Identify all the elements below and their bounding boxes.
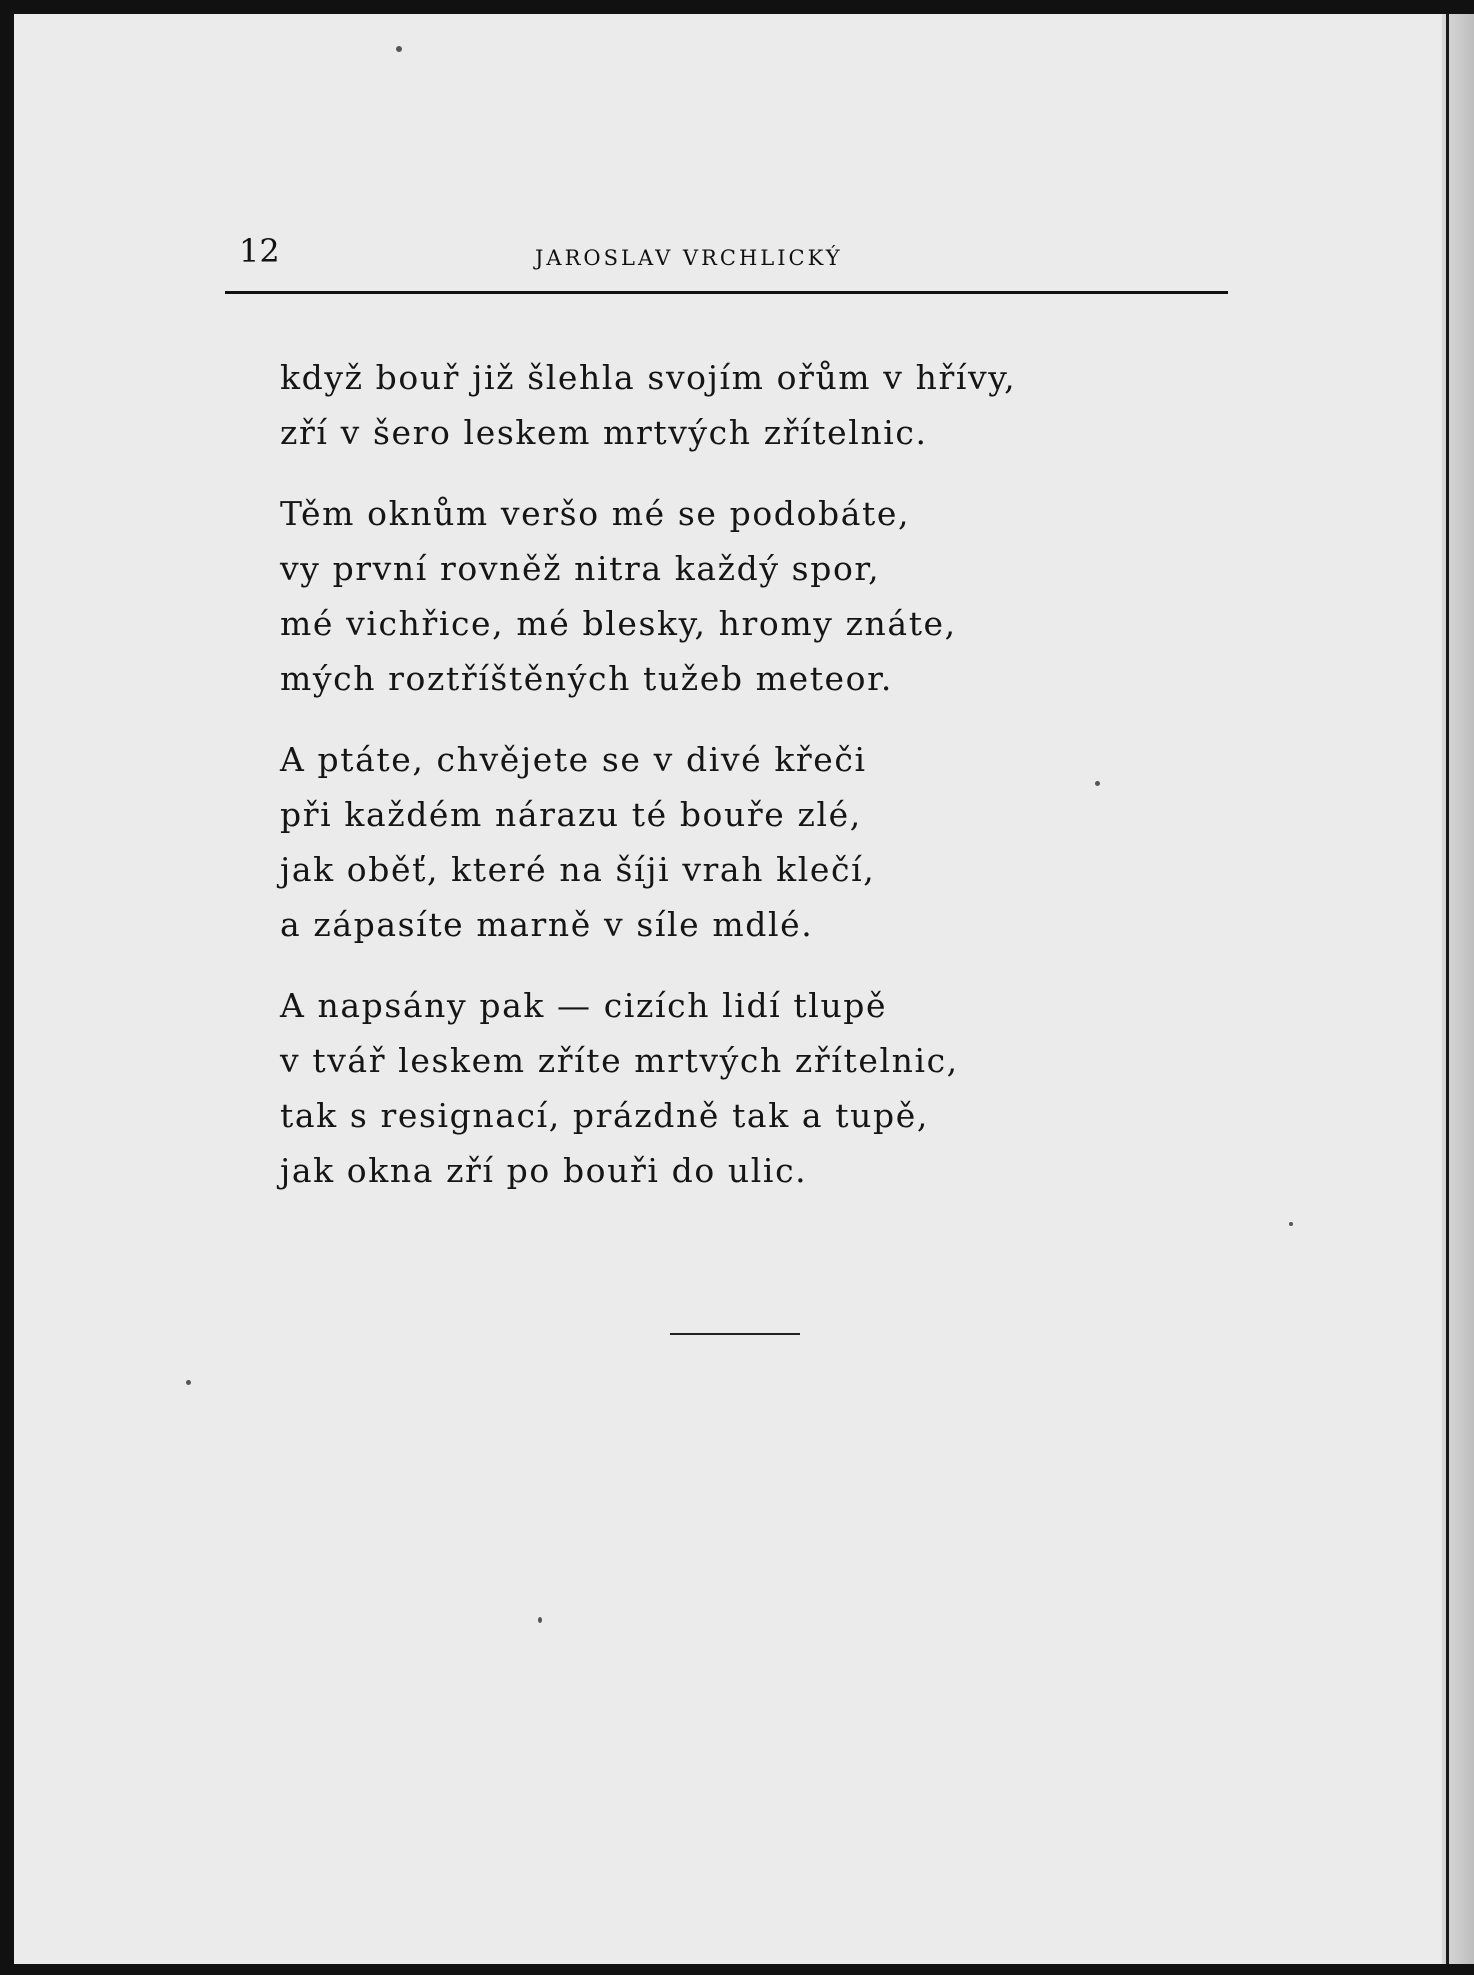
stanza: [280, 978, 1180, 1198]
poem-line: zří v šero leskem mrtvých zřítelnic.: [280, 413, 928, 452]
page-header: [225, 232, 1228, 282]
poem-line: v tvář leskem zříte mrtvých zřítelnic,: [280, 1041, 959, 1080]
running-head: JAROSLAV VRCHLICKÝ: [535, 246, 843, 270]
scan-speck: [1289, 1222, 1293, 1226]
poem-line: mých roztříštěných tužeb meteor.: [280, 659, 893, 698]
stanza: [280, 350, 1180, 460]
poem-line: mé vichřice, mé blesky, hromy znáte,: [280, 604, 957, 643]
page-edge-line: [1446, 14, 1449, 1964]
page-number: 12: [239, 232, 280, 270]
header-rule: [225, 291, 1228, 294]
poem-line: tak s resignací, prázdně tak a tupě,: [280, 1096, 929, 1135]
poem: [280, 350, 1180, 1224]
poem-line: vy první rovněž nitra každý spor,: [280, 549, 881, 588]
poem-line: když bouř již šlehla svojím ořům v hřívy,: [280, 358, 1017, 397]
poem-line: A ptáte, chvějete se v divé křeči: [280, 740, 867, 779]
scan-speck: [538, 1617, 542, 1623]
poem-line: jak okna zří po bouři do ulic.: [280, 1151, 808, 1190]
poem-line: Těm oknům veršo mé se podobáte,: [280, 494, 911, 533]
stanza: [280, 486, 1180, 706]
scan-speck: [186, 1380, 191, 1385]
poem-line: a zápasíte marně v síle mdlé.: [280, 905, 814, 944]
poem-line: A napsány pak — cizích lidí tlupě: [280, 986, 888, 1025]
stanza: [280, 732, 1180, 952]
poem-line: při každém nárazu té bouře zlé,: [280, 795, 862, 834]
end-rule: [670, 1333, 800, 1335]
scan-speck: [396, 46, 402, 52]
poem-line: jak oběť, které na šíji vrah klečí,: [280, 850, 876, 889]
